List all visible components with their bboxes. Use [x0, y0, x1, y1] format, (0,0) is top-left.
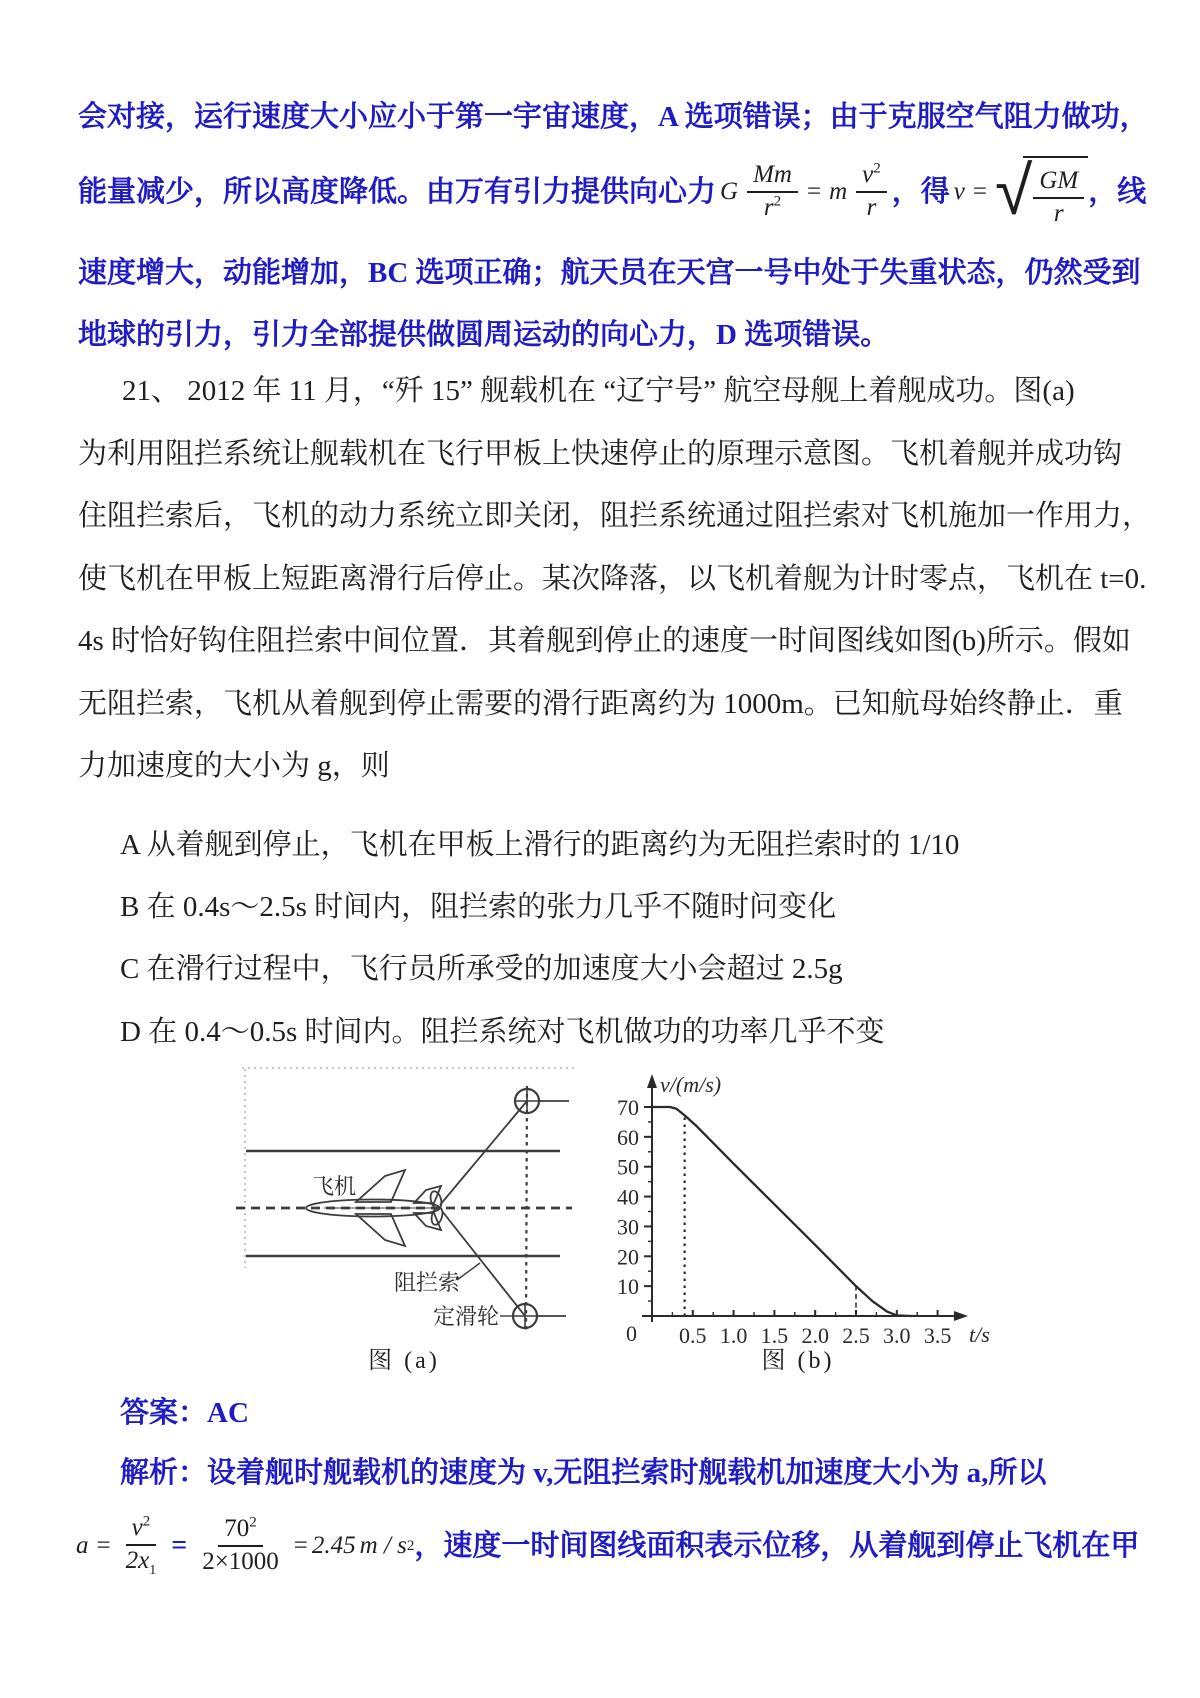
- option-b: B 在 0.4s～2.5s 时间内，阻拦索的张力几乎不随时问变化: [120, 891, 837, 923]
- math-token: 2: [142, 1513, 151, 1530]
- svg-text:1.0: 1.0: [719, 1323, 748, 1348]
- math-token: 2: [773, 193, 782, 210]
- solution-line2-mid: ，得: [891, 176, 950, 208]
- math-token: v: [953, 178, 965, 205]
- math-token: 2x: [125, 1546, 150, 1574]
- svg-text:10: 10: [617, 1274, 639, 1300]
- svg-text:3.0: 3.0: [883, 1323, 911, 1348]
- svg-text:t/s: t/s: [969, 1322, 990, 1347]
- wing-bottom: [356, 1214, 405, 1246]
- analysis-line: 解析：设着舰时舰载机的速度为 v,无阻拦索时舰载机加速度大小为 a,所以: [120, 1457, 1047, 1489]
- fraction-v2-r: [856, 161, 887, 223]
- math-token: r: [866, 194, 877, 221]
- svg-text:30: 30: [617, 1214, 639, 1240]
- svg-text:3.5: 3.5: [923, 1323, 952, 1348]
- math-token: 70: [224, 1515, 250, 1543]
- solution-line-1: 会对接，运行速度大小应小于第一宇宙速度，A 选项错误；由于克服空气阻力做功，: [78, 101, 1149, 133]
- figure-b-caption: 图 (b): [761, 1348, 835, 1374]
- math-token: 2×1000: [202, 1548, 279, 1575]
- solution-line2-suffix: ，线: [1088, 176, 1147, 208]
- question-line-6: 无阻拦索，飞机从着舰到停止需要的滑行距离约为 1000m。已知航母始终静止．重: [78, 688, 1123, 720]
- analysis-formula-line: [72, 1498, 1140, 1594]
- svg-text:70: 70: [617, 1095, 639, 1120]
- tailplane-bottom: [414, 1213, 441, 1230]
- math-token: 2: [873, 160, 881, 177]
- figure-a-schematic: [228, 1056, 580, 1356]
- solution-line-4: 地球的引力，引力全部提供做圆周运动的向心力，D 选项错误。: [78, 319, 890, 351]
- svg-text:0: 0: [626, 1321, 637, 1346]
- fraction-702-2000: [196, 1515, 285, 1577]
- math-token: =: [96, 1532, 111, 1559]
- wing-top: [356, 1170, 405, 1202]
- math-token: 2.45: [311, 1532, 356, 1559]
- math-token: a: [76, 1532, 89, 1559]
- option-c: C 在滑行过程中，飞行员所承受的加速度大小会超过 2.5g: [120, 953, 843, 985]
- math-token: 2: [249, 1514, 257, 1531]
- pulley-upper-icon: [515, 1089, 569, 1113]
- pulley-dotted-vertical: [526, 1086, 527, 1330]
- math-token: v: [862, 161, 874, 189]
- svg-text:2.5: 2.5: [842, 1323, 870, 1348]
- question-line-3: 住阻拦索后，飞机的动力系统立即关闭，阻拦系统通过阻拦索对飞机施加一作用力，: [78, 500, 1152, 532]
- radical-sign: √: [994, 151, 1033, 231]
- math-token: =: [806, 178, 822, 205]
- cable-label-leader: [457, 1263, 480, 1280]
- svg-text:40: 40: [617, 1184, 639, 1210]
- orbital-speed-formula: [950, 151, 1088, 231]
- gravitation-formula: [716, 161, 892, 223]
- question-line-1: 21、 2012 年 11 月，“歼 15” 舰载机在 “辽宁号” 航空母舰上着舰成功。图(a): [122, 375, 1075, 407]
- fraction-Mm-r2: [747, 161, 798, 223]
- math-token: 1: [149, 1562, 157, 1578]
- figure-a-caption: 图 (a): [368, 1348, 440, 1374]
- svg-text:20: 20: [617, 1244, 639, 1270]
- math-token: 2: [406, 1537, 415, 1554]
- svg-text:v/(m/s): v/(m/s): [660, 1072, 722, 1097]
- question-line-4: 使飞机在甲板上短距离滑行后停止。某次降落，以飞机着舰为计时零点，飞机在 t=0.: [78, 563, 1147, 595]
- figure-b-vt-chart: [596, 1056, 1000, 1356]
- question-line-7: 力加速度的大小为 g，则: [78, 750, 390, 782]
- math-token: r: [763, 194, 774, 221]
- math-token: =: [972, 178, 987, 205]
- answer-line: 答案：AC: [120, 1397, 249, 1429]
- solution-line-3: 速度增大，动能增加，BC 选项正确；航天员在天宫一号中处于失重状态，仍然受到: [78, 257, 1141, 289]
- pulley-lower-icon: [513, 1304, 566, 1328]
- math-token: Mm: [747, 161, 798, 193]
- question-line-5: 4s 时恰好钩住阻拦索中间位置．其着舰到停止的速度一时间图线如图(b)所示。假如: [78, 625, 1131, 657]
- acceleration-formula: [72, 1514, 414, 1578]
- math-token: G: [720, 178, 739, 205]
- math-token: r: [1053, 199, 1064, 227]
- option-a: A 从着舰到停止，飞机在甲板上滑行的距离约为无阻拦索时的 1/10: [120, 829, 960, 861]
- fraction-v2-2x1: [120, 1514, 163, 1578]
- option-d: D 在 0.4～0.5s 时间内。阻拦系统对飞机做功的功率几乎不变: [120, 1016, 885, 1048]
- math-token: m / s: [359, 1532, 407, 1559]
- svg-text:50: 50: [617, 1154, 639, 1180]
- fraction-GM-r: [1033, 167, 1084, 229]
- tailplane-top: [414, 1186, 441, 1203]
- svg-text:60: 60: [617, 1124, 639, 1150]
- solution-line-2: [78, 146, 1147, 238]
- svg-text:0.5: 0.5: [679, 1323, 707, 1348]
- cable-label: 阻拦索: [394, 1270, 461, 1295]
- square-root: [994, 151, 1088, 231]
- svg-text:1.5: 1.5: [760, 1323, 789, 1348]
- math-token: =: [293, 1532, 308, 1559]
- svg-text:2.0: 2.0: [801, 1323, 829, 1348]
- cable-lower: [442, 1211, 525, 1316]
- math-token: GM: [1033, 167, 1084, 199]
- cable-upper: [440, 1101, 527, 1205]
- math-token: v: [131, 1514, 143, 1542]
- math-token: m: [829, 178, 848, 205]
- plane-label: 飞机: [312, 1174, 357, 1199]
- math-token-blue-equals: =: [171, 1530, 188, 1561]
- pulley-label: 定滑轮: [433, 1304, 500, 1329]
- analysis-suffix: ，速度一时间图线面积表示位移，从着舰到停止飞机在甲: [414, 1530, 1140, 1562]
- solution-line2-prefix: 能量减少，所以高度降低。由万有引力提供向心力: [78, 176, 717, 208]
- question-line-2: 为利用阻拦系统让舰载机在飞行甲板上快速停止的原理示意图。飞机着舰并成功钩: [78, 438, 1123, 470]
